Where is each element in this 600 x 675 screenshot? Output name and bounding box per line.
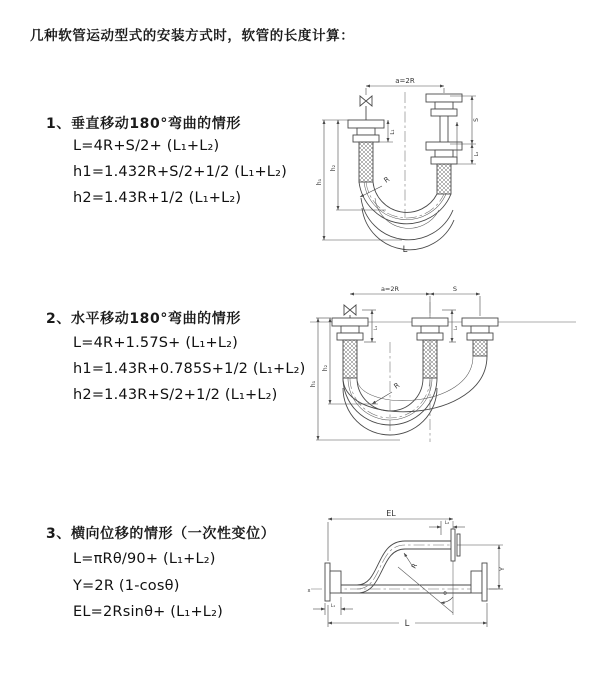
d3-right-flange [471,563,487,601]
d2-h1-label: h₁ [310,380,317,388]
d1-right-braid [437,164,451,194]
valve-icon [344,305,356,318]
d3-length-label: L [404,619,410,629]
d1-h2-label: h₂ [330,164,337,172]
section1-formula-L: L=4R+S/2+ (L₁+L₂) [73,138,220,154]
section3-formula-EL: EL=2Rsinθ+ (L₁+L₂) [73,604,223,620]
valve-icon [360,96,372,120]
d1-l2-label: L₂ [474,151,480,157]
d2-right-fitting [462,318,498,356]
diagram-horizontal-180-bend [308,282,593,454]
section1-formula-h1: h1=1.432R+S/2+1/2 (L₁+L₂) [73,164,287,180]
d2-s-label: S [452,285,458,293]
d3-theta-arc [441,597,453,603]
d2-h2-label: h₂ [322,364,329,372]
d3-el-label: EL [386,509,396,518]
d3-theta-label: θ [443,591,447,597]
section1-formula-h2: h2=1.43R+1/2 (L₁+L₂) [73,190,242,206]
d3-radius-label: R [409,562,419,570]
section2-heading: 2、水平移动180°弯曲的情形 [46,311,241,327]
d1-l1-label: L₁ [390,129,396,135]
d3-centerline-mark: x [307,588,311,594]
d1-radius-leader [360,186,382,197]
section2-formula-L: L=4R+1.57S+ (L₁+L₂) [73,335,238,351]
d1-left-braid [359,142,373,182]
d2-l1-label: L₁ [374,325,379,331]
d2-radius-leader [372,392,392,404]
section3-heading: 3、横向位移的情形（一次性变位） [46,526,276,542]
section3-formula-L: L=πRθ/90+ (L₁+L₂) [73,551,216,567]
d2-l2-label: L₂ [454,325,459,331]
section1-heading: 1、垂直移动180°弯曲的情形 [46,116,241,132]
diagram-lateral-displacement [303,505,595,643]
d3-y-label: Y [498,567,506,571]
section2-formula-h1: h1=1.43R+0.785S+1/2 (L₁+L₂) [73,361,306,377]
d3-l2-label: L₂ [444,521,450,526]
d2-radius-label: R [392,381,402,391]
section3-formula-Y: Y=2R (1-cosθ) [73,578,180,594]
section2-formula-h2: h2=1.43R+S/2+1/2 (L₁+L₂) [73,387,278,403]
d2-left-fitting [332,318,368,378]
d2-middle-fitting [412,318,448,378]
d2-hose-curves [343,356,487,435]
d2-span-label: a=2R [380,285,400,293]
d1-span-label: a=2R [395,77,415,85]
diagram-vertical-180-bend [314,70,582,260]
d1-length-label: L [402,245,408,255]
d1-h1-label: h₁ [316,178,323,186]
d1-left-fitting [348,120,384,182]
page-title: 几种软管运动型式的安装方式时，软管的长度计算： [30,28,355,44]
d3-l1-label: L₁ [330,604,336,609]
d3-left-flange [325,563,341,601]
d1-s-label: S [473,118,480,122]
d1-radius-label: R [382,175,392,185]
